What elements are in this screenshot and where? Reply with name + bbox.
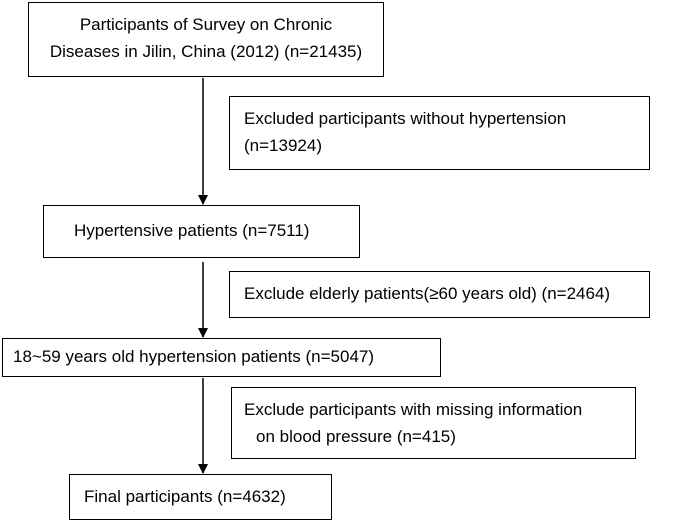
excluded-no-hypertension-box <box>229 96 650 170</box>
final-participants-box <box>69 474 332 520</box>
young-hypertensive-label: 18~59 years old hypertension patients (n=5047) <box>13 347 375 366</box>
young-hypertensive-box <box>2 338 441 377</box>
exclude-elderly-label: Exclude elderly patients(≥60 years old) (n=2464) <box>244 284 611 303</box>
exclude-missing-bp-box <box>231 387 636 459</box>
hypertensive-patients-label: Hypertensive patients (n=7511) <box>74 221 310 240</box>
exclude-missing-bp-line-1: Exclude participants with missing information <box>244 400 583 419</box>
excluded-no-hypertension-line-2: (n=13924) <box>244 136 322 155</box>
participants-line-1: Participants of Survey on Chronic <box>79 15 333 34</box>
final-participants-label: Final participants (n=4632) <box>84 487 286 506</box>
participants-line-2: Diseases in Jilin, China (2012) (n=21435) <box>49 42 363 61</box>
exclude-elderly-box <box>229 271 650 318</box>
excluded-no-hypertension-line-1: Excluded participants without hypertension <box>244 109 567 128</box>
hypertensive-patients-box <box>43 205 360 258</box>
participants-box <box>28 2 384 77</box>
exclude-missing-bp-line-2: on blood pressure (n=415) <box>256 427 456 446</box>
